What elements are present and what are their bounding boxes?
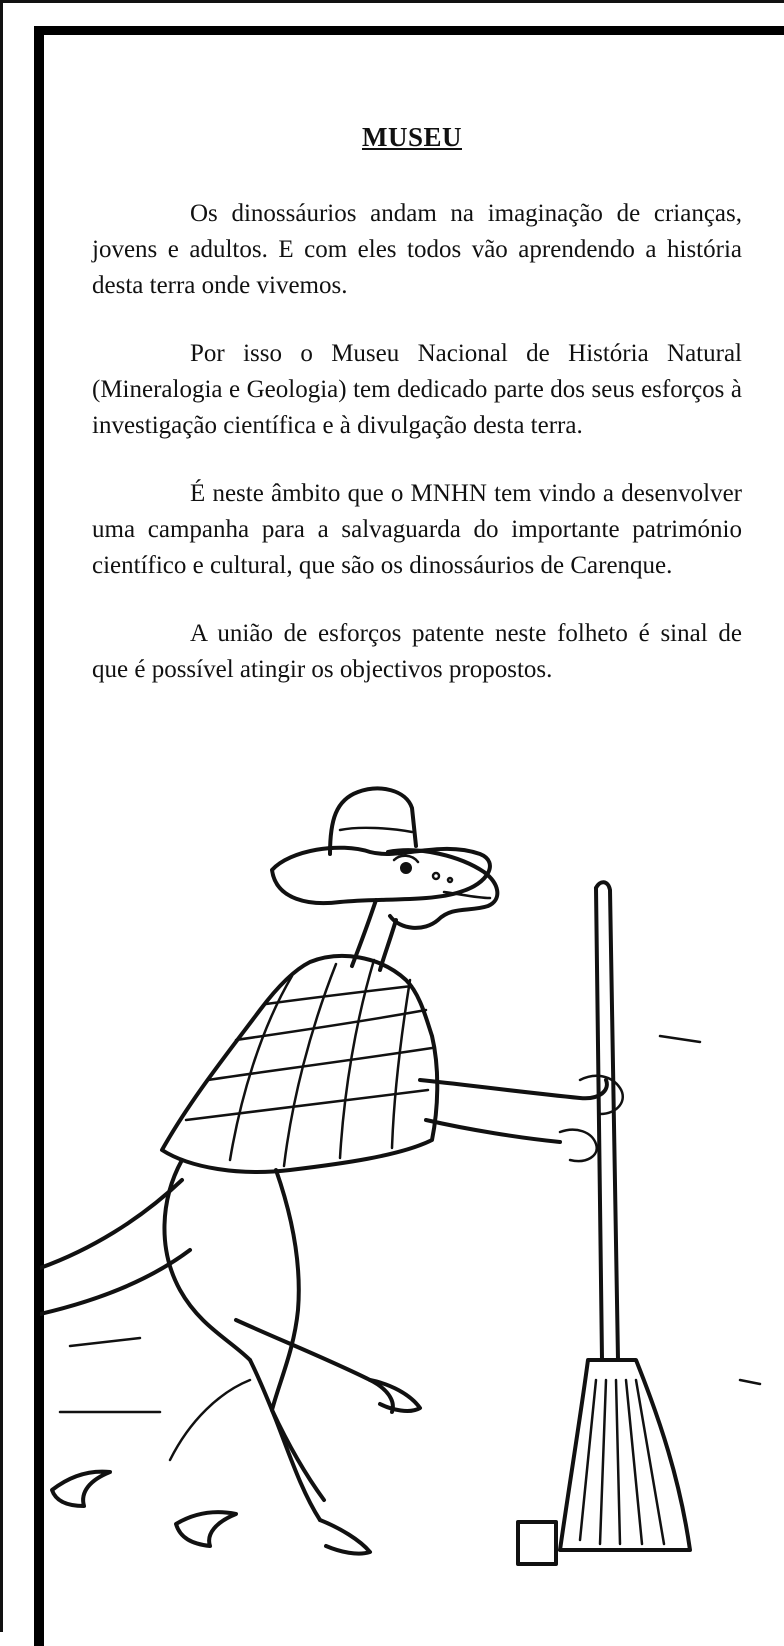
hand-bottom xyxy=(560,1130,597,1161)
upper-arm xyxy=(420,1080,607,1098)
paragraph-1: Os dinossáurios andam na imaginação de crianças, jovens e adultos. E com eles todos vão aprendendo a história desta terra onde vivemos. xyxy=(92,200,742,299)
footprint-icon xyxy=(52,1472,236,1546)
dinosaur-body xyxy=(164,1160,420,1554)
dinosaur-sweeper-drawing xyxy=(40,780,784,1632)
paragraph-4: A união de esforços patente neste folheto é sinal de que é possível atingir os objectivos propostos. xyxy=(92,620,742,683)
body-text xyxy=(92,196,742,720)
broom-icon xyxy=(518,882,690,1564)
hat-icon xyxy=(272,789,490,904)
dinosaur-head xyxy=(388,850,497,928)
tail-upper xyxy=(40,1180,182,1268)
lower-arm xyxy=(426,1120,560,1142)
paragraph-2: Por isso o Museu Nacional de História Natural (Mineralogia e Geologia) tem dedicado parte dos seus esforços à investigação científica e à divulgação desta terra. xyxy=(92,340,742,439)
plaid-shawl xyxy=(162,956,437,1172)
paragraph-3: É neste âmbito que o MNHN tem vindo a desenvolver uma campanha para a salvaguarda do importante património científico e cultural, que são os dinossáurios de Carenque. xyxy=(92,480,742,579)
page-title: MUSEU xyxy=(361,122,462,152)
dinosaur-illustration xyxy=(40,780,784,1632)
